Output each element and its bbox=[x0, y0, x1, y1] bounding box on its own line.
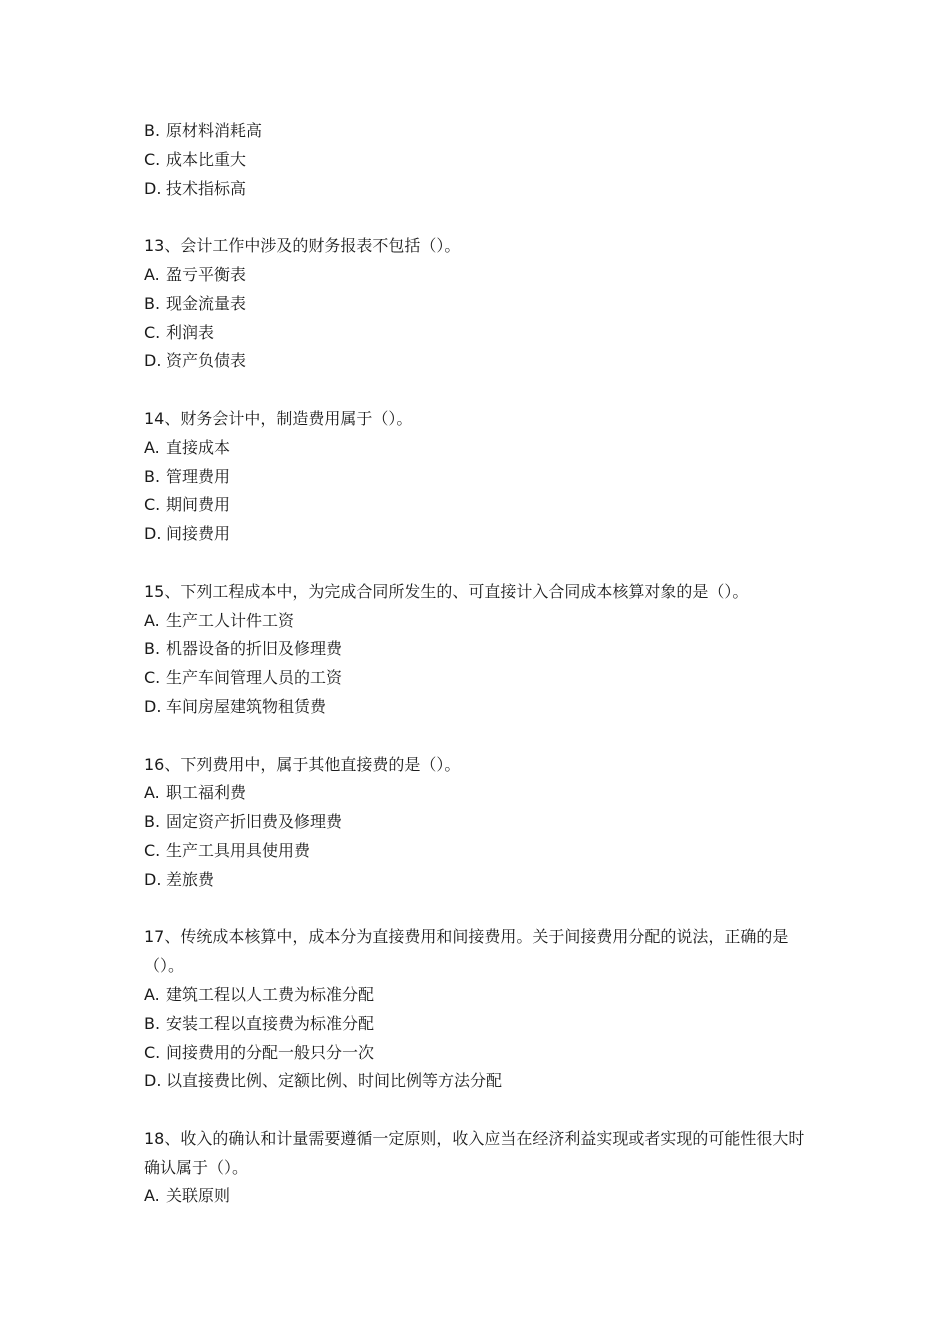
question-17 bbox=[144, 923, 809, 1096]
option-text: 资产负债表 bbox=[166, 351, 247, 371]
option-text: 生产工具用具使用费 bbox=[166, 840, 311, 860]
option-letter: D. bbox=[144, 869, 162, 889]
option-letter: D. bbox=[144, 351, 162, 371]
option-d bbox=[144, 1067, 809, 1096]
option-c bbox=[144, 664, 809, 693]
option-text: 现金流量表 bbox=[166, 293, 247, 313]
option-letter: D. bbox=[144, 178, 162, 198]
question-stem: 14、财务会计中，制造费用属于（）。 bbox=[144, 408, 413, 428]
option-letter: B. bbox=[144, 121, 161, 140]
option-c bbox=[144, 319, 809, 348]
option-d bbox=[144, 520, 809, 549]
option-text: 建筑工程以人工费为标准分配 bbox=[166, 984, 375, 1004]
option-c bbox=[144, 491, 809, 520]
option-text: 成本比重大 bbox=[166, 149, 247, 169]
continuation-options bbox=[144, 117, 809, 203]
option-letter: C. bbox=[144, 668, 161, 688]
option-letter: D. bbox=[144, 696, 162, 716]
option-c bbox=[144, 146, 809, 175]
option-letter: B. bbox=[144, 639, 161, 659]
option-text: 职工福利费 bbox=[166, 783, 247, 803]
question-13 bbox=[144, 232, 809, 376]
option-b bbox=[144, 808, 809, 837]
option-text: 技术指标高 bbox=[166, 178, 247, 198]
question-stem: 13、会计工作中涉及的财务报表不包括（）。 bbox=[144, 236, 461, 256]
option-d bbox=[144, 175, 809, 204]
option-b bbox=[144, 290, 809, 319]
option-letter: A. bbox=[144, 610, 160, 630]
question-18 bbox=[144, 1125, 809, 1211]
option-text: 利润表 bbox=[166, 322, 215, 342]
option-text: 生产工人计件工资 bbox=[166, 610, 295, 630]
option-letter: C. bbox=[144, 149, 161, 169]
option-letter: C. bbox=[144, 495, 161, 515]
option-text: 机器设备的折旧及修理费 bbox=[166, 639, 343, 659]
option-letter: C. bbox=[144, 1042, 161, 1062]
option-letter: B. bbox=[144, 1013, 161, 1033]
option-c bbox=[144, 837, 809, 866]
question-stem: 16、下列费用中，属于其他直接费的是（）。 bbox=[144, 754, 461, 774]
option-text: 间接费用的分配一般只分一次 bbox=[166, 1042, 375, 1062]
option-a bbox=[144, 981, 809, 1010]
option-text: 期间费用 bbox=[166, 495, 231, 515]
option-text: 间接费用 bbox=[166, 524, 231, 544]
option-b bbox=[144, 1010, 809, 1039]
question-15 bbox=[144, 578, 809, 722]
option-text: 盈亏平衡表 bbox=[166, 264, 247, 284]
option-b bbox=[144, 635, 809, 664]
option-text: 以直接费比例、定额比例、时间比例等方法分配 bbox=[166, 1071, 503, 1091]
option-text: 关联原则 bbox=[166, 1186, 231, 1206]
option-d bbox=[144, 866, 809, 895]
option-letter: B. bbox=[144, 293, 161, 313]
option-text: 差旅费 bbox=[166, 869, 215, 889]
option-text: 安装工程以直接费为标准分配 bbox=[166, 1013, 375, 1033]
option-letter: A. bbox=[144, 1186, 160, 1206]
option-text: 直接成本 bbox=[166, 437, 231, 457]
option-a bbox=[144, 779, 809, 808]
question-stem: 18、收入的确认和计量需要遵循一定原则，收入应当在经济利益实现或者实现的可能性很大时确认属于（）。 bbox=[144, 1128, 805, 1177]
option-a bbox=[144, 607, 809, 636]
option-letter: A. bbox=[144, 783, 160, 803]
option-letter: B. bbox=[144, 812, 161, 832]
option-letter: D. bbox=[144, 524, 162, 544]
option-letter: C. bbox=[144, 322, 161, 342]
option-c bbox=[144, 1039, 809, 1068]
option-a bbox=[144, 1182, 809, 1211]
document-page bbox=[144, 117, 809, 1211]
option-d bbox=[144, 693, 809, 722]
option-b bbox=[144, 117, 809, 146]
option-text: 车间房屋建筑物租赁费 bbox=[166, 696, 327, 716]
option-text: 生产车间管理人员的工资 bbox=[166, 668, 343, 688]
option-d bbox=[144, 347, 809, 376]
option-letter: A. bbox=[144, 264, 160, 284]
option-a bbox=[144, 261, 809, 290]
option-letter: C. bbox=[144, 840, 161, 860]
option-text: 原材料消耗高 bbox=[166, 121, 263, 140]
option-letter: D. bbox=[144, 1071, 162, 1091]
option-a bbox=[144, 434, 809, 463]
question-16 bbox=[144, 751, 809, 895]
option-letter: A. bbox=[144, 984, 160, 1004]
question-14 bbox=[144, 405, 809, 549]
option-letter: A. bbox=[144, 437, 160, 457]
option-letter: B. bbox=[144, 466, 161, 486]
question-stem: 17、传统成本核算中，成本分为直接费用和间接费用。关于间接费用分配的说法，正确的是（）。 bbox=[144, 927, 789, 976]
option-b bbox=[144, 463, 809, 492]
option-text: 固定资产折旧费及修理费 bbox=[166, 812, 343, 832]
option-text: 管理费用 bbox=[166, 466, 231, 486]
question-stem: 15、下列工程成本中，为完成合同所发生的、可直接计入合同成本核算对象的是（）。 bbox=[144, 581, 749, 601]
